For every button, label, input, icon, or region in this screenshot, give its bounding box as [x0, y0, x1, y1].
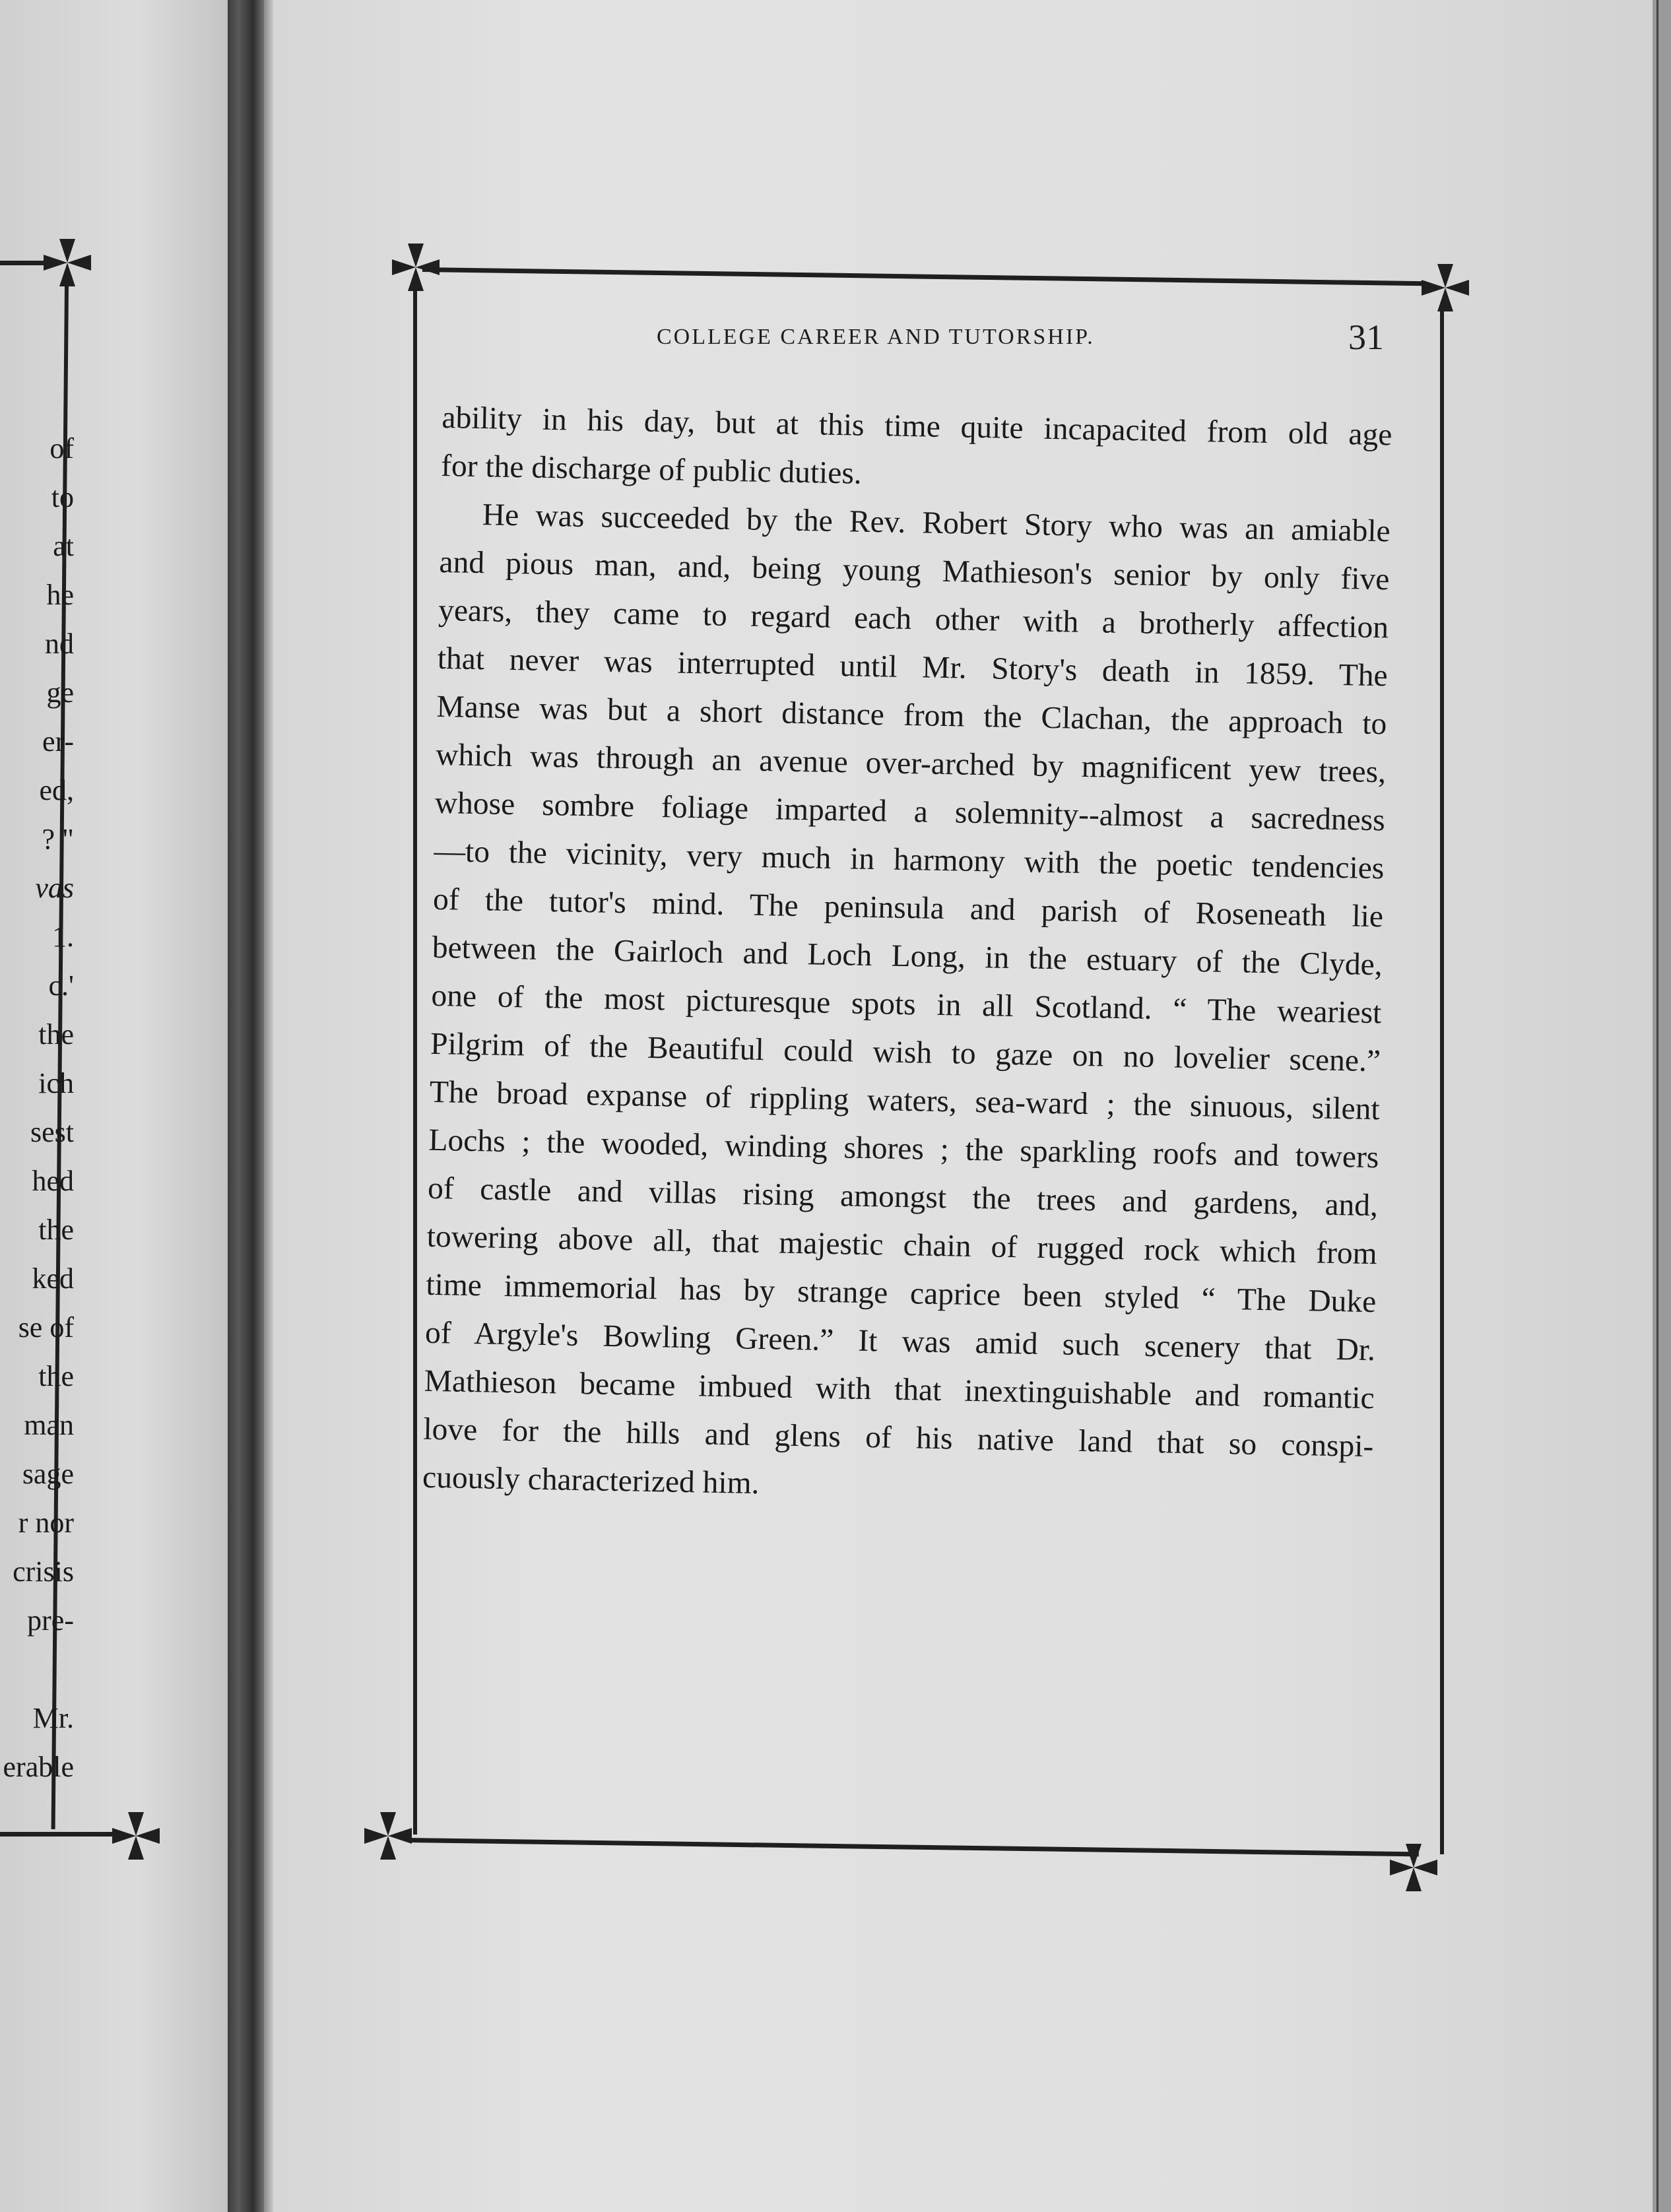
previous-page-fragment: the — [38, 1214, 74, 1246]
previous-page-fragment: ked — [32, 1262, 74, 1295]
text-line: The broad expanse of rippling waters, sea-ward ; the sinuous, silent — [429, 1074, 1381, 1127]
text-line: time immemorial has by strange caprice been styled “ The Duke — [426, 1267, 1377, 1320]
text-line: He was succeeded by the Rev. Robert Story who was an amiable — [482, 498, 1391, 549]
text-line: and pious man, and, being young Mathieson's senior by only five — [439, 544, 1390, 597]
previous-page-fragment: he — [46, 579, 74, 611]
text-line: Manse was but a short distance from the Clachan, the approach to — [436, 689, 1387, 742]
previous-page-fragment: se of — [18, 1311, 74, 1344]
text-line: cuously characterized him. — [422, 1460, 760, 1501]
previous-page-fragment: ed, — [39, 774, 74, 806]
previous-page-fragment: Mr. — [32, 1702, 74, 1734]
previous-page-fragment: sest — [30, 1116, 74, 1148]
previous-page-fragment: ich — [38, 1067, 74, 1099]
cross-ornament-icon — [1387, 1841, 1440, 1894]
text-line: Mathieson became imbued with that inextinguishable and romantic — [424, 1363, 1375, 1416]
previous-page-fragment: ? " — [42, 823, 74, 855]
previous-page-fragment: the — [38, 1360, 74, 1392]
text-line: Pilgrim of the Beautiful could wish to gaze on no lovelier scene.” — [430, 1026, 1381, 1079]
text-line: for the discharge of public duties. — [440, 448, 863, 491]
cross-ornament-icon — [389, 241, 442, 294]
cross-ornament-icon — [110, 1809, 162, 1862]
book-gutter — [228, 0, 264, 2212]
previous-page-fragment: hed — [32, 1165, 74, 1197]
text-line: Lochs ; the wooded, winding shores ; the sparkling roofs and towers — [428, 1122, 1379, 1175]
previous-page-fragment: nd — [45, 628, 74, 660]
text-line: of the tutor's mind. The peninsula and parish of Roseneath lie — [432, 882, 1384, 934]
text-line: of Argyle's Bowling Green.” It was amid such scenery that Dr. — [424, 1315, 1376, 1368]
text-line: —to the vicinity, very much in harmony with the poetic tendencies — [434, 833, 1385, 886]
cross-ornament-icon — [1419, 261, 1472, 314]
previous-page-fragment: c.' — [48, 969, 74, 1002]
previous-page-fragment: of — [49, 432, 74, 465]
previous-page-fragment: vas — [35, 872, 74, 904]
previous-page-fragment: r nor — [18, 1507, 74, 1539]
previous-page-fragment: 1. — [52, 921, 74, 953]
text-line: which was through an avenue over-arched by magnificent yew trees, — [435, 737, 1387, 790]
frame-right-rule — [1440, 310, 1444, 1854]
text-line: between the Gairloch and Loch Long, in the estuary of the Clyde, — [432, 930, 1383, 983]
previous-page-text — [0, 0, 74, 2212]
gutter-edge — [264, 0, 273, 2212]
page-edge — [1653, 0, 1671, 2212]
text-line: love for the hills and glens of his native land that so conspi- — [423, 1412, 1374, 1464]
text-line: towering above all, that majestic chain of rugged rock which from — [426, 1219, 1378, 1272]
previous-page-fragment: ge — [46, 676, 74, 709]
text-line: ability in his day, but at this time quite incapacited from old age — [442, 401, 1392, 453]
text-line: of castle and villas rising amongst the trees and gardens, and, — [427, 1171, 1379, 1223]
text-line: that never was interrupted until Mr. Story's death in 1859. The — [437, 641, 1389, 694]
previous-page-fragment: er- — [42, 725, 74, 758]
text-line: years, they came to regard each other with a brotherly affection — [438, 593, 1389, 645]
previous-page-fragment: man — [24, 1409, 74, 1441]
previous-page-fragment: pre- — [27, 1604, 74, 1637]
previous-page-fragment: to — [51, 481, 74, 513]
frame-left-rule — [413, 290, 417, 1835]
previous-page-fragment: at — [53, 530, 74, 562]
previous-page-fragment: erable — [3, 1751, 74, 1783]
previous-page-fragment: crisis — [13, 1555, 74, 1588]
previous-page-fragment: sage — [22, 1458, 74, 1490]
running-head: COLLEGE CAREER AND TUTORSHIP. — [657, 325, 1095, 349]
previous-page-fragment: the — [38, 1018, 74, 1051]
page-number: 31 — [1348, 317, 1384, 357]
text-line: whose sombre foliage imparted a solemnity--almost a sacredness — [434, 785, 1386, 838]
text-line: one of the most picturesque spots in all Scotland. “ The weariest — [431, 978, 1382, 1031]
cross-ornament-icon — [362, 1809, 414, 1862]
